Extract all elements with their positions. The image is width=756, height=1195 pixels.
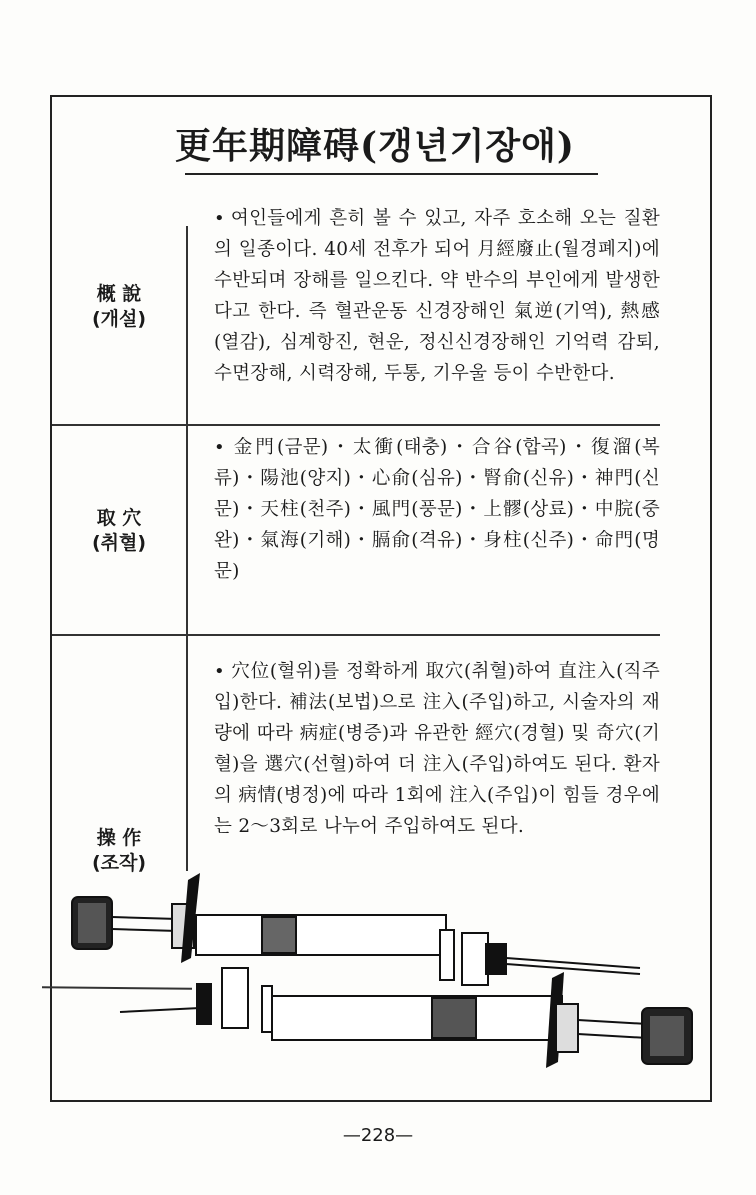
label-hanja: 取 穴 [96, 507, 142, 529]
label-hanja: 操 作 [96, 827, 142, 849]
acupoints-text: 金門(금문)・太衝(태충)・合谷(합곡)・復溜(복류)・陽池(양지)・心俞(심유)・腎俞(신유)・神門(신문)・天柱(천주)・風門(풍문)・上髎(상료)・中脘(중완)・氣海(기해)・膈俞(격유)・身柱(신주)・命門(명문) [214, 437, 660, 582]
page-title: 更年期障碍(갱년기장애) [175, 125, 575, 167]
page-number: —228— [342, 1125, 414, 1146]
bullet-icon: • [214, 661, 225, 682]
upper-syringe [72, 873, 640, 985]
bullet-icon: • [214, 208, 225, 229]
lower-syringe [120, 968, 692, 1068]
label-korean: (개설) [91, 308, 147, 330]
overview-text: 여인들에게 흔히 볼 수 있고, 자주 호소해 오는 질환의 일종이다. 40세 전후가 되어 月經廢止(월경폐지)에 수반되며 장해를 일으킨다. 약 반수의 부인에게 발생한다고 한다. 즉 혈관운동 신경장해인 氣逆(기역), 熱感(열감), 심계항진, 현운, 정신신경장해인 기억력 감퇴, 수면장해, 시력장해, 두통, 기우울 등이 수반한다. [214, 208, 660, 384]
label-hanja: 概 說 [96, 283, 142, 305]
bullet-icon: • [214, 437, 225, 458]
label-korean: (조작) [91, 852, 147, 874]
procedure-text: 穴位(혈위)를 정확하게 取穴(취혈)하여 直注入(직주입)한다. 補法(보법)으로 注入(주입)하고, 시술자의 재량에 따라 病症(병증)과 유관한 經穴(경혈) 및 奇穴(기혈)을 選穴(선혈)하여 더 注入(주입)하여도 된다. 환자의 病情(병정)에 따라 1회에 注入(주입)이 힘들 경우에는 2〜3회로 나누어 주입하여도 된다. [214, 661, 660, 837]
label-korean: (취혈) [91, 532, 147, 554]
